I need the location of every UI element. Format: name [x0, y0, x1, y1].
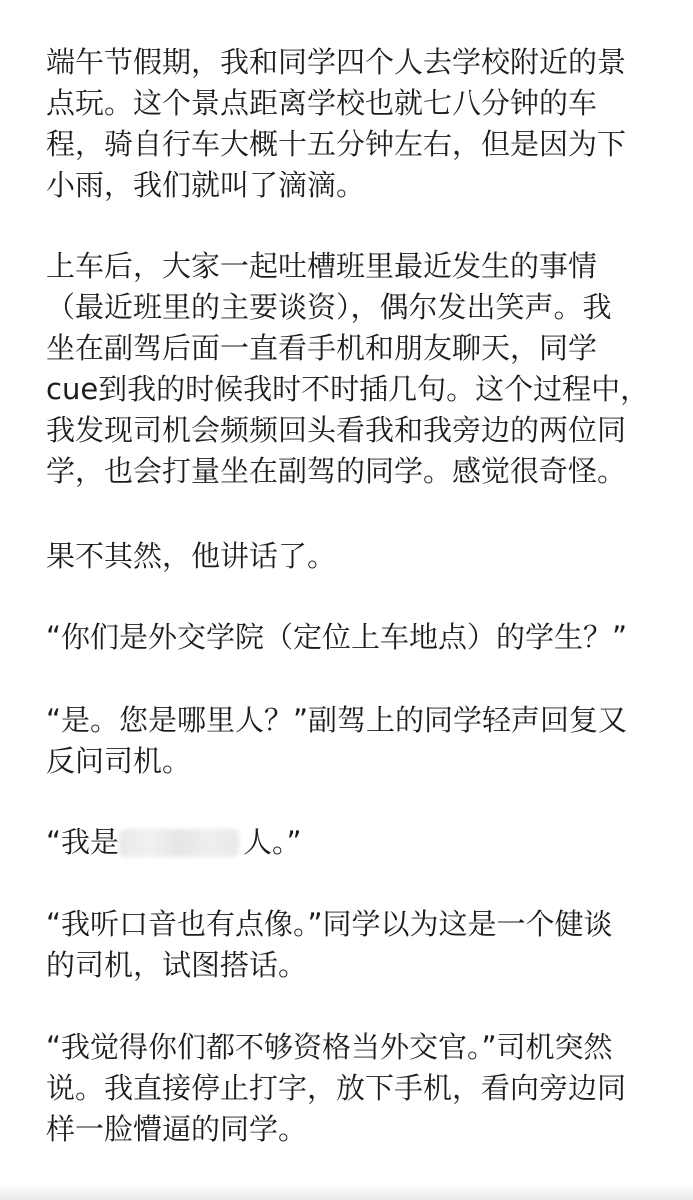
text-line: 端午节假期，我和同学四个人去学校附近的景 — [46, 45, 627, 79]
paragraph-5 — [46, 700, 627, 782]
text-line: （最近班里的主要谈资），偶尔发出笑声。我 — [46, 290, 612, 324]
text-line: 上车后，大家一起吐槽班里最近发生的事情 — [46, 249, 598, 283]
text-line: “我听口音也有点像。”同学以为这是一个健谈 — [46, 907, 613, 941]
text-line: 小雨，我们就叫了滴滴。 — [46, 168, 366, 202]
text-line: 坐在副驾后面一直看手机和朋友聊天，同学 — [46, 331, 598, 365]
text-line — [46, 822, 302, 863]
redacted-line-after: 人。” — [243, 825, 302, 859]
paragraph-6 — [46, 822, 302, 863]
text-line: 点玩。这个景点距离学校也就七八分钟的车 — [46, 86, 598, 120]
text-line: 反问司机。 — [46, 744, 192, 778]
redacted-blur — [119, 829, 239, 857]
text-line: “你们是外交学院（定位上车地点）的学生？” — [46, 620, 628, 654]
text-line: 程，骑自行车大概十五分钟左右，但是因为下 — [46, 127, 627, 161]
text-line: 我发现司机会频频回头看我和我旁边的两位同 — [46, 413, 627, 447]
paragraph-4 — [46, 617, 627, 658]
paragraph-3 — [46, 536, 336, 577]
text-line: 果不其然，他讲话了。 — [46, 539, 337, 573]
bottom-edge-fade — [0, 1182, 693, 1200]
redacted-line-before: “我是 — [46, 825, 120, 859]
text-line: “我觉得你们都不够资格当外交官。”司机突然 — [46, 1030, 613, 1064]
text-line: 学，也会打量坐在副驾的同学。感觉很奇怪。 — [46, 454, 627, 488]
text-line: “是。您是哪里人？”副驾上的同学轻声回复又 — [46, 703, 628, 737]
paragraph-2 — [46, 246, 649, 492]
paragraph-1 — [46, 42, 626, 206]
text-line: 说。我直接停止打字，放下手机，看向旁边同 — [46, 1071, 627, 1105]
text-line: 样一脸懵逼的同学。 — [46, 1112, 308, 1146]
paragraph-8 — [46, 1027, 626, 1150]
text-line: 的司机，试图搭话。 — [46, 948, 308, 982]
paragraph-7 — [46, 904, 613, 986]
text-line: cue到我的时候我时不时插几句。这个过程中， — [46, 372, 650, 406]
